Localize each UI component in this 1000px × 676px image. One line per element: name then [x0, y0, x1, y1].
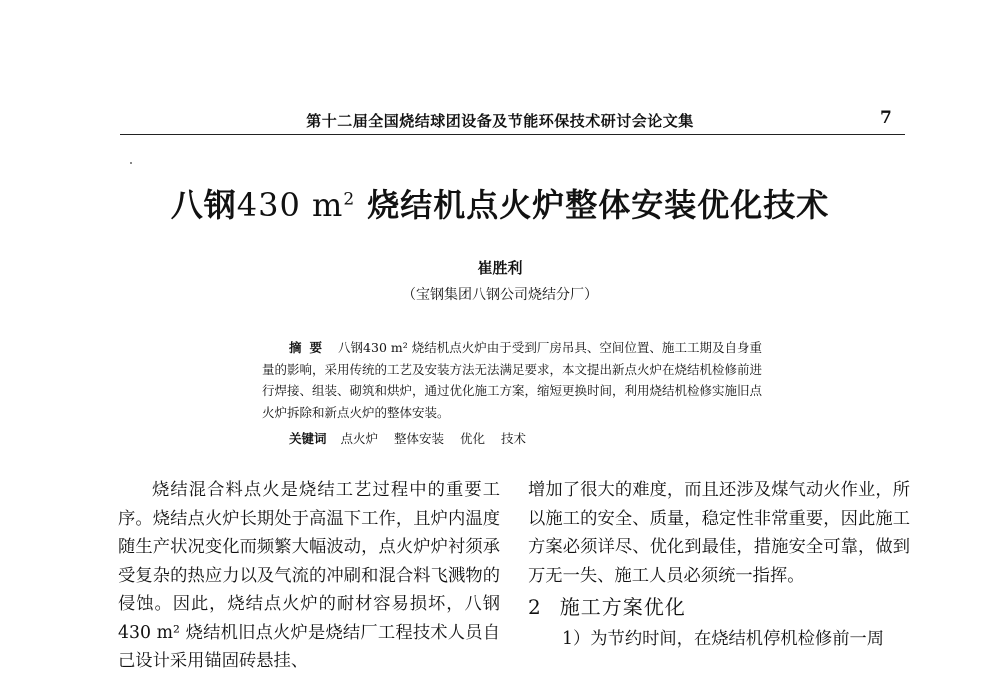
page-number: 7 — [880, 108, 892, 128]
section-title: 施工方案优化 — [559, 595, 686, 619]
keyword: 优化 — [460, 431, 486, 446]
title-prefix: 八钢 — [170, 186, 237, 224]
body-paragraph: 增加了很大的难度，而且还涉及煤气动火作业，所以施工的安全、质量，稳定性非常重要，因此施工方案必须详尽、优化到最佳，措施安全可靠，做到万无一失、施工人员必须统一指挥。 — [528, 480, 910, 586]
keyword: 整体安装 — [394, 431, 445, 446]
abstract-label: 摘要 — [289, 340, 331, 355]
header-divider — [120, 134, 905, 135]
keywords-label: 关键词 — [289, 431, 327, 446]
keyword: 技术 — [501, 431, 527, 446]
keyword: 点火炉 — [340, 431, 379, 446]
body-column-right — [528, 476, 910, 654]
scan-speck — [130, 162, 132, 164]
title-suffix: 烧结机点火炉整体安装优化技术 — [367, 186, 830, 224]
running-header: 第十二届全国烧结球团设备及节能环保技术研讨会论文集 — [306, 112, 694, 130]
section-heading — [528, 590, 910, 624]
section-number: 2 — [528, 595, 542, 619]
keywords — [289, 429, 538, 449]
body-paragraph: 烧结混合料点火是烧结工艺过程中的重要工序。烧结点火炉长期处于高温下工作，且炉内温度随生产状况变化而频繁大幅波动，点火炉炉衬须承受复杂的热应力以及气流的冲刷和混合料飞溅物的侵蚀。因此，烧结点火炉的耐材容易损坏，八钢430 m² 烧结机旧点火炉是烧结厂工程技术人员自己设计采用锚固砖悬挂、 — [118, 480, 500, 671]
list-item: 1）为节约时间，在烧结机停机检修前一周 — [562, 629, 885, 649]
title-number: 430 m — [236, 186, 344, 224]
author-name: 崔胜利 — [477, 259, 523, 277]
paper-title — [0, 180, 1000, 226]
abstract — [262, 337, 762, 423]
author-affiliation: （宝钢集团八钢公司烧结分厂） — [402, 287, 598, 303]
body-column-left — [118, 476, 500, 676]
abstract-text: 八钢430 m² 烧结机点火炉由于受到厂房吊具、空间位置、施工工期及自身重量的影响，采用传统的工艺及安装方法无法满足要求，本文提出新点火炉在烧结机检修前进行焊接、组装、砌筑和烘炉，通过优化施工方案，缩短更换时间，利用烧结机检修实施旧点火炉拆除和新点火炉的整体安装。 — [262, 340, 763, 420]
title-superscript: 2 — [343, 189, 356, 210]
